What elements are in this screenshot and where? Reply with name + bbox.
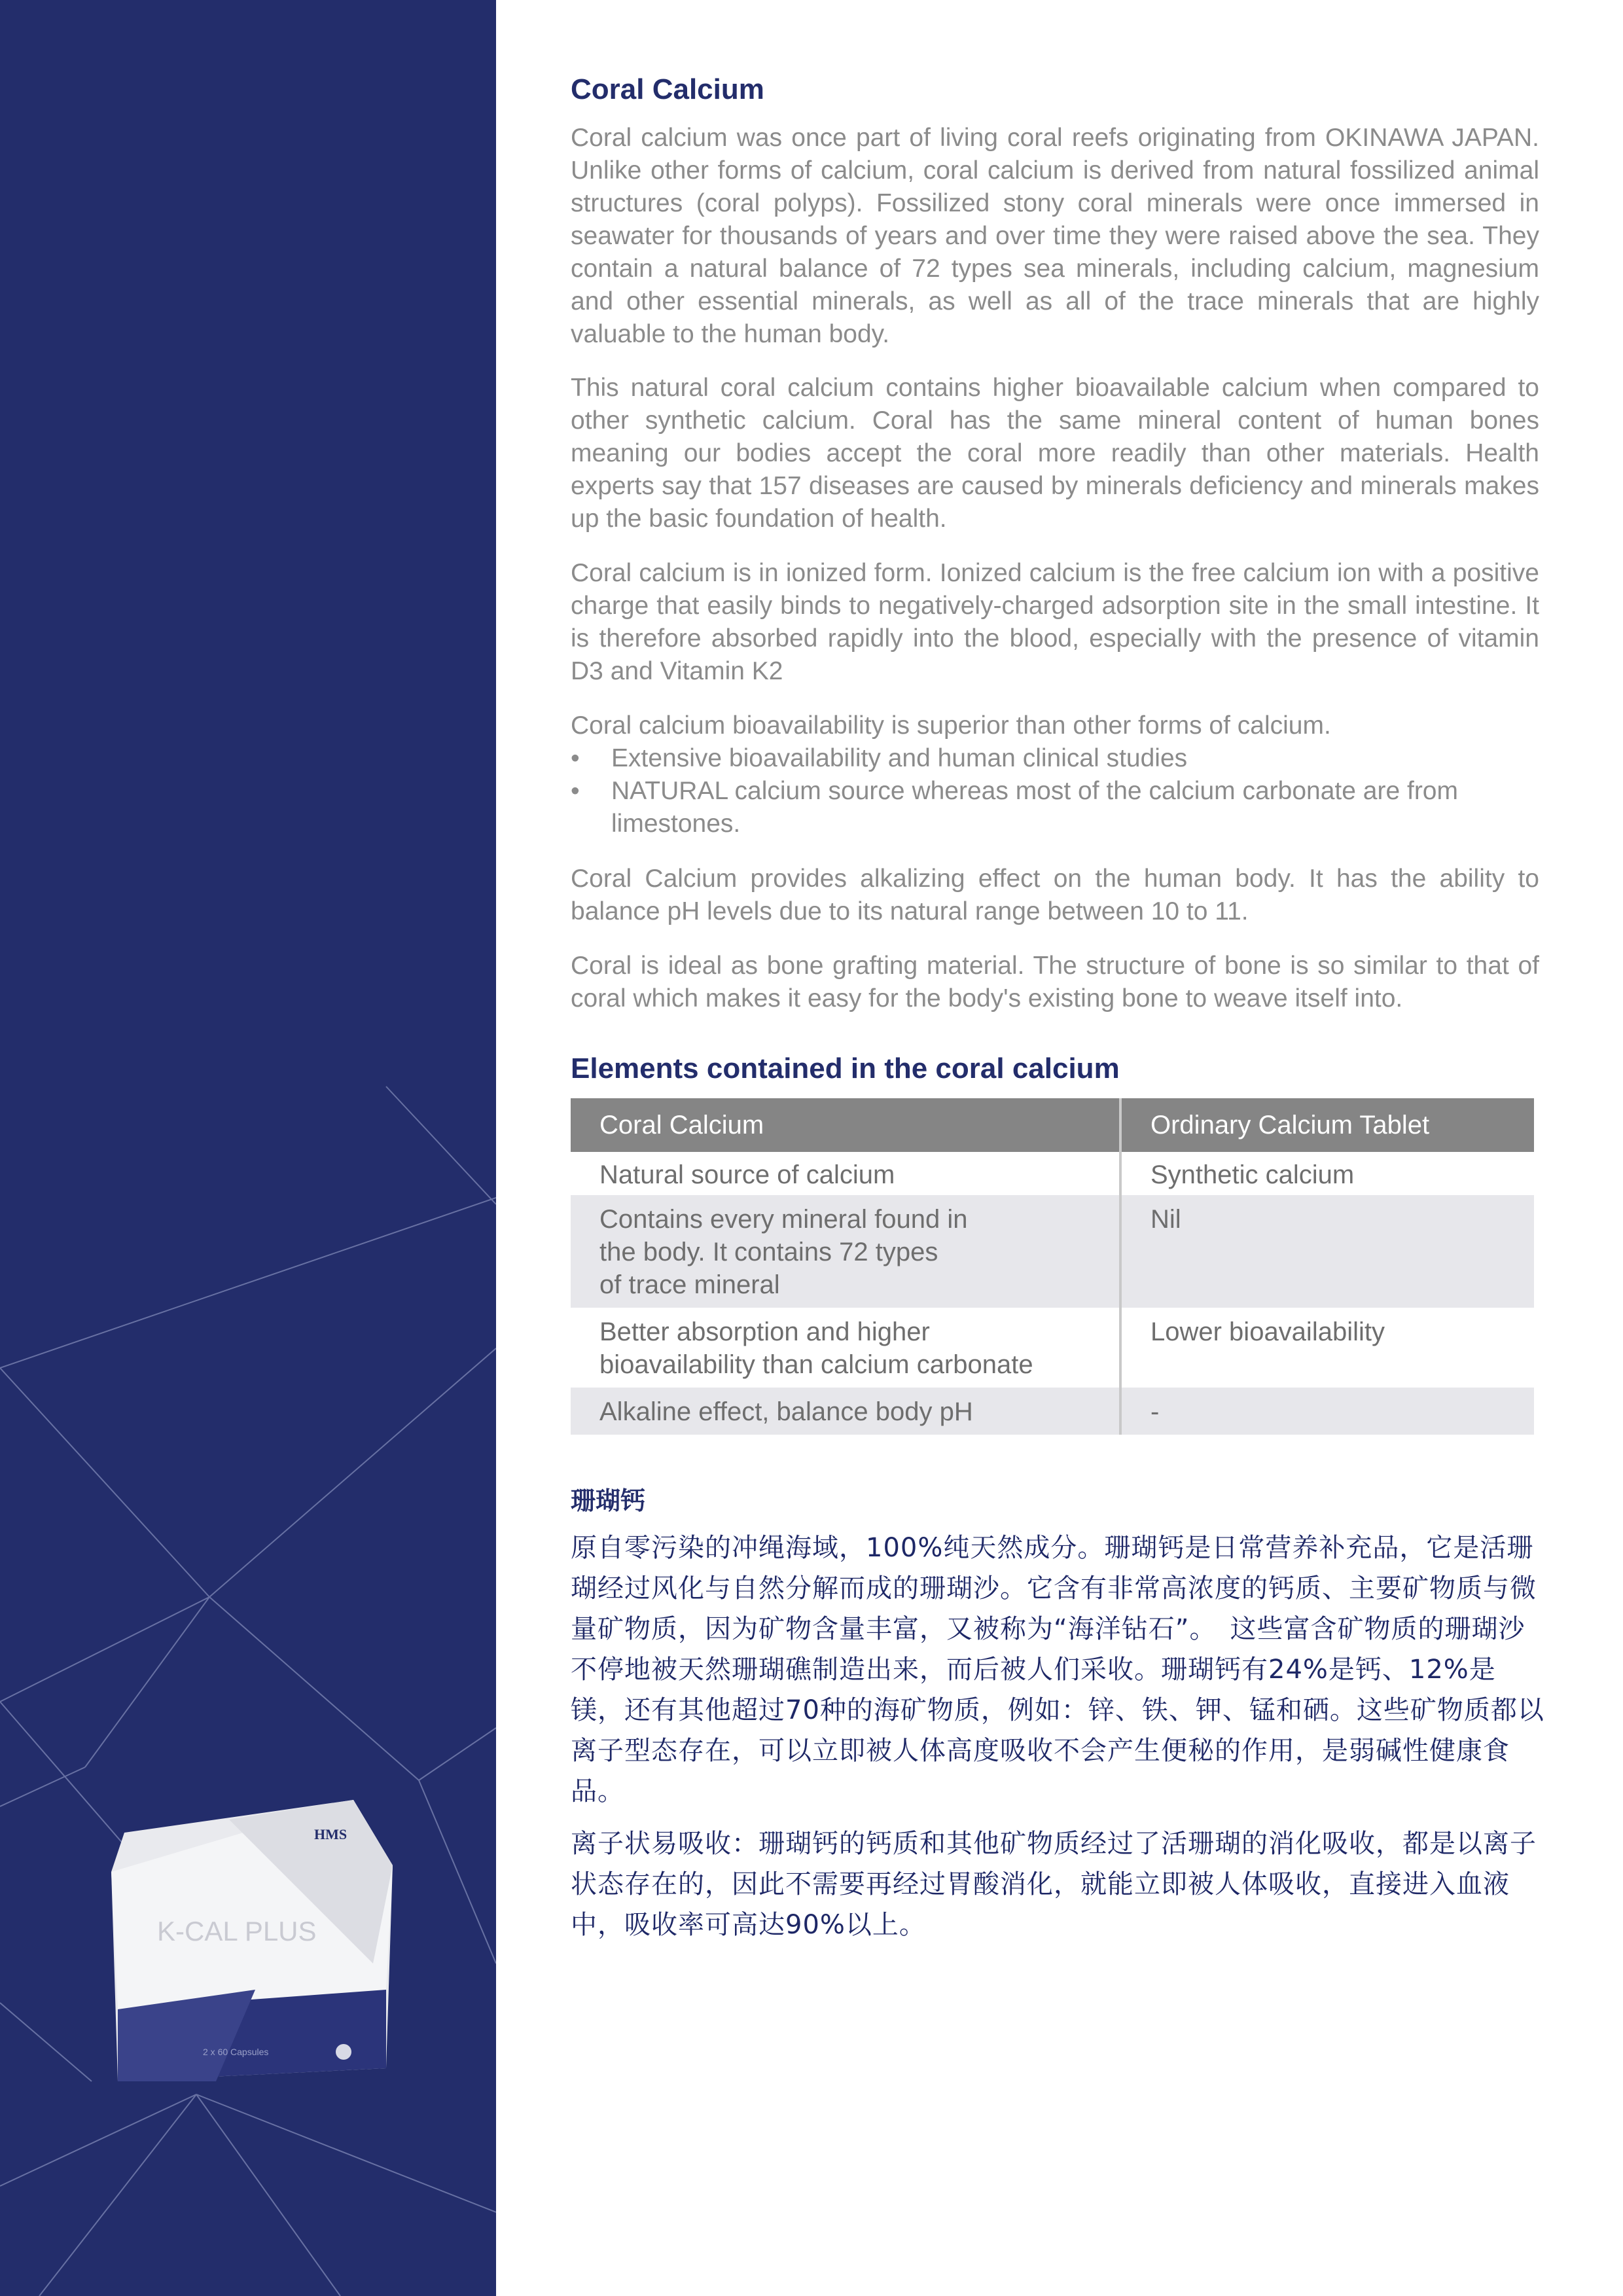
table-header-ordinary: Ordinary Calcium Tablet [1120,1098,1534,1152]
table-cell: - [1120,1388,1534,1435]
table-cell: Lower bioavailability [1150,1318,1385,1346]
sidebar-panel [0,0,496,2296]
table-cell: Natural source of calcium [571,1152,1120,1195]
table-cell: Nil [1120,1195,1534,1308]
comparison-table [571,1098,1534,1435]
section-title-coral-calcium: Coral Calcium [571,73,764,105]
table-row [571,1195,1534,1308]
table-cell: Better absorption and higher bioavailability than calcium carbonate [571,1308,1120,1388]
paragraph-ionized: Coral calcium is in ionized form. Ionized calcium is the free calcium ion with a positive charge that easily binds to negatively-charged adsorption site in the small intestine. It is therefore absorbed rapidly into the blood, especially with the presence of vitamin D3 and Vitamin K2 [571,559,1539,685]
table-header-row [571,1098,1534,1152]
bullet-icon: • [571,744,580,772]
chinese-paragraph-absorption: 离子状易吸收：珊瑚钙的钙质和其他矿物质经过了活珊瑚的消化吸收，都是以离子状态存在的，因此不需要再经过胃酸消化，就能立即被人体吸收，直接进入血液中，吸收率可高达90%以上。 [571,1829,1537,1940]
paragraph-coral-origin: Coral calcium was once part of living coral reefs originating from OKINAWA JAPAN. Unlike other forms of calcium, coral calcium is derived from natural fossilized animal structures (coral polyps). Fossilized stony coral minerals were once immersed in seawater for thousands of years and over time they were raised above the sea. They contain a natural balance of 72 types sea minerals, including calcium, magnesium and other essential minerals, as well as all of the trace minerals that are highly valuable to the human body. [571,124,1539,348]
product-brand-text: HMS [314,1826,348,1842]
table-row [571,1308,1534,1388]
paragraph-bioavailable: This natural coral calcium contains higher bioavailable calcium when compared to other synthetic calcium. Coral has the same mineral content of human bones meaning our bodies accept the coral more readily than other materials. Health experts say that 157 diseases are caused by minerals deficiency and minerals makes up the basic foundation of health. [571,374,1539,533]
table-row [571,1152,1534,1195]
product-box-image [98,1793,399,2094]
table-cell: Alkaline effect, balance body pH [571,1388,1120,1435]
list-item: • Extensive bioavailability and human clinical studies [571,742,1539,775]
list-item: • NATURAL calcium source whereas most of the calcium carbonate are from limestones. [571,775,1539,840]
product-name-text: K-CAL PLUS [157,1916,317,1946]
table-cell: Contains every mineral found in the body. It contains 72 types of trace mineral [571,1195,1120,1308]
paragraph-bone-grafting: Coral is ideal as bone grafting material. The structure of bone is so similar to that of coral which makes it easy for the body's existing bone to weave itself into. [571,952,1539,1013]
bullet-icon: • [571,777,580,805]
chinese-paragraph-origin: 原自零污染的冲绳海域，100%纯天然成分。珊瑚钙是日常营养补充品，它是活珊瑚经过风化与自然分解而成的珊瑚沙。它含有非常高浓度的钙质、主要矿物质与微量矿物质，因为矿物含量丰富，又被称为“海洋钻石”。 这些富含矿物质的珊瑚沙不停地被天然珊瑚礁制造出来，而后被人们采收。珊瑚钙有24%是钙、12%是镁，还有其他超过70种的海矿物质，例如：锌、铁、钾、锰和硒。这些矿物质都以离子型态存在，可以立即被人体高度吸收不会产生便秘的作用，是弱碱性健康食品。 [571,1533,1544,1806]
paragraph-alkalizing: Coral Calcium provides alkalizing effect on the human body. It has the ability to balance pH levels due to its natural range between 10 to 11. [571,865,1539,925]
table-row [571,1388,1534,1435]
table-cell: Synthetic calcium [1150,1160,1355,1189]
product-pack-text: 2 x 60 Capsules [203,2047,269,2057]
bullet-list [571,742,1539,840]
section-title-elements: Elements contained in the coral calcium [571,1052,1120,1085]
paragraph-superior: Coral calcium bioavailability is superior than other forms of calcium. [571,711,1331,740]
table-header-coral: Coral Calcium [571,1098,1120,1152]
section-title-chinese: 珊瑚钙 [571,1486,646,1515]
